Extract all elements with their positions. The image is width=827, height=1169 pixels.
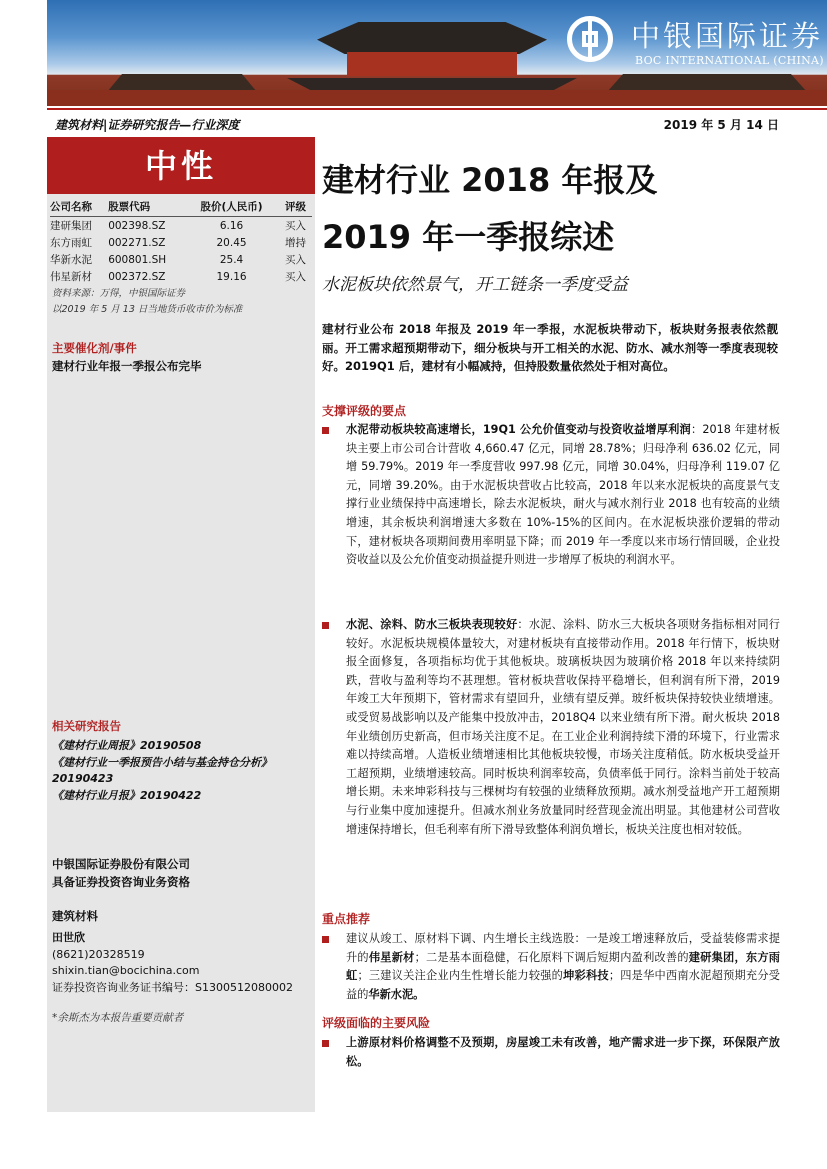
- bullet-square-icon: [322, 427, 329, 434]
- stock-rating: 买入: [285, 254, 306, 266]
- stock-price: 6.16: [219, 219, 244, 232]
- table-row: [50, 217, 312, 235]
- company-name: 东方雨虹: [50, 237, 92, 249]
- brand-name-en: BOC INTERNATIONAL (CHINA): [635, 54, 824, 67]
- palace-roof-image: [317, 22, 547, 54]
- catalyst-heading: 主要催化剂/事件: [52, 341, 137, 355]
- bullet-square-icon: [322, 1040, 329, 1047]
- analyst-email[interactable]: shixin.tian@bocichina.com: [52, 964, 200, 977]
- table-header: 股价(人民币): [189, 197, 275, 217]
- related-report-link[interactable]: 《建材行业周报》20190508: [52, 739, 202, 752]
- report-title: 建材行业 2018 年报及 2019 年一季报综述: [322, 161, 658, 256]
- stock-price: 19.16: [216, 270, 247, 283]
- stock-table: [50, 197, 312, 285]
- stock-rating: 增持: [285, 237, 306, 249]
- analyst-phone: (8621)20328519: [52, 947, 145, 961]
- bullet-point: 建议从竣工、原材料下调、内生增长主线选股：一是竣工增速释放后，受益装修需求提升的伟星新材；二是基本面稳健，石化原料下调后短期内盈利改善的建研集团，东方雨虹；三建议关注企业内生性增长能力较强的坤彩科技；四是华中西南水泥超预期充分受益的华新水泥。: [322, 930, 780, 1004]
- analyst-info: [52, 930, 293, 996]
- bullet-point: 水泥带动板块较高速增长，19Q1 公允价值变动与投资收益增厚利润：2018 年建材板块主要上市公司合计营收 4,660.47 亿元，同增 28.78%；归母净利 636.02 亿元，同增 59.79%。2019 年一季度营收 997.98 亿元，同增 30.04%，归母净利 119.07 亿元，同增 39.20%。由于水泥板块营收占比较高，2018 年以来水泥板块的高度景气支撑行业业绩保持中高速增长，除去水泥板块，耐火与减水剂行业 2018 也有较高的业绩增速，其余板块利润增速大多数在 10%-15%的区间内。在水泥板块涨价逻辑的带动下，建材板块各项期间费用率明显下降；而 2019 年一季度以来市场行情回暖，企业投资收益以及公允价值变动损益提升则进一步增厚了板块的利润水平。: [322, 421, 780, 570]
- analyst-name: 田世欣: [52, 931, 85, 944]
- stock-rating: 买入: [285, 220, 306, 232]
- brand-name-cn: 中银国际证券: [631, 19, 824, 53]
- company-name: 建研集团: [50, 220, 92, 232]
- stock-code: 002372.SZ: [108, 270, 166, 283]
- key-recommendation-heading: 重点推荐: [322, 912, 371, 926]
- related-report-link[interactable]: 《建材行业月报》20190422: [52, 788, 202, 802]
- stock-price: 25.4: [219, 253, 244, 266]
- related-reports-list: [52, 738, 310, 804]
- risk-heading: 评级面临的主要风险: [322, 1016, 431, 1030]
- report-subtitle: 水泥板块依然景气，开工链条一季度受益: [322, 275, 628, 295]
- table-header: 公司名称: [50, 197, 108, 217]
- header-banner: [47, 0, 827, 106]
- table-row: [50, 268, 312, 285]
- table-row: [50, 234, 312, 251]
- stock-code: 600801.SH: [108, 253, 167, 266]
- related-report-link[interactable]: 《建材行业一季报预告小结与基金持仓分析》20190423: [52, 755, 272, 785]
- report-type: 建筑材料|证券研究报告—行业深度: [55, 118, 240, 132]
- bullet-square-icon: [322, 622, 329, 629]
- stock-code: 002398.SZ: [108, 219, 166, 232]
- table-row: [50, 251, 312, 268]
- catalyst-text: 建材行业年报一季报公布完毕: [52, 359, 202, 373]
- sector-label: 建筑材料: [52, 909, 98, 923]
- bullet-point: 水泥、涂料、防水三板块表现较好：水泥、涂料、防水三大板块各项财务指标相对同行较好。水泥板块规模体量较大，对建材板块有直接带动作用。2018 年行情下，板块财报全面修复，各项指标均优于其他板块。玻璃板块因为玻璃价格 2018 年以来持续阴跌，营收与盈利等均不甚理想。管材板块营收保持平稳增长，但利润有所下滑，2019 年竣工大年预期下，管材需求有望回升，业绩有望反弹。玻纤板块保持较快业绩增速。或受贸易战影响以及产能集中投放冲击，2018Q4 以来业绩有所下滑。耐火板块 2018 年业绩创历史新高，但市场关注度不足。在工业企业利润持续下滑的环境下，行业需求难以持续高增。人造板业绩增速相比其他板块较慢，市场关注度稍低。防水板块受益开工超预期，业绩增速较高。同时板块利润率较高，负债率低于同行。涂料当前处于较高增长期。未来坤彩科技与三棵树均有较强的业绩释放预期。减水剂受益地产开工超预期与行业集中度加速提升。但减水剂业务放量同时经营现金流出明显。其他建材公司营收增速保持增长，但毛利率有所下滑导致整体利润负增长，板块关注度也相对较低。: [322, 616, 780, 839]
- analyst-cert: 证券投资咨询业务证书编号：S1300512080002: [52, 980, 293, 994]
- rating-label: 中性: [144, 147, 217, 185]
- table-header: 股票代码: [108, 197, 188, 217]
- company-name: 华新水泥: [50, 254, 92, 266]
- stock-code: 002271.SZ: [108, 236, 166, 249]
- header-divider: [47, 108, 827, 110]
- support-heading: 支撑评级的要点: [322, 404, 407, 418]
- report-date: 2019 年 5 月 14 日: [663, 118, 779, 132]
- stock-price: 20.45: [216, 236, 247, 249]
- intro-paragraph: 建材行业公布 2018 年报及 2019 年一季报，水泥板块带动下，板块财务报表依然靓丽。开工需求超预期带动下，细分板块与开工相关的水泥、防水、减水剂等一季度表现较好。2019Q1 后，建材有小幅减持，但持股数量依然处于相对高位。: [322, 322, 778, 373]
- contributor-note: *余斯杰为本报告重要贡献者: [52, 1012, 184, 1024]
- firm-info: 中银国际证券股份有限公司 具备证券投资咨询业务资格: [52, 857, 190, 889]
- table-source: 资料来源：万得，中银国际证券 以2019 年 5 月 13 日当地货币收市价为标准: [52, 288, 243, 315]
- company-name: 伟星新材: [50, 271, 92, 283]
- table-header: 评级: [275, 197, 312, 217]
- table-header-row: [50, 197, 312, 217]
- related-reports-heading: 相关研究报告: [52, 719, 121, 733]
- palace-wall-image: [47, 90, 827, 106]
- boc-logo-icon: [567, 16, 613, 62]
- bullet-point: 上游原材料价格调整不及预期，房屋竣工未有改善，地产需求进一步下探，环保限产放松。: [322, 1034, 780, 1071]
- bullet-square-icon: [322, 936, 329, 943]
- left-margin: [0, 0, 47, 1169]
- palace-hall-image: [347, 52, 517, 76]
- stock-rating: 买入: [285, 271, 306, 283]
